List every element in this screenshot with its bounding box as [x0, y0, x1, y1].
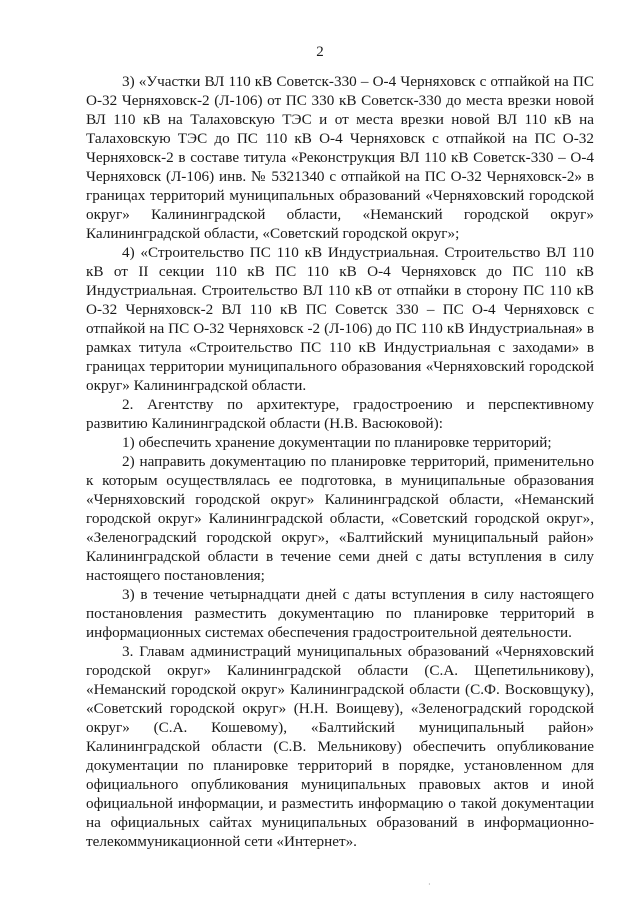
scan-dot: · [428, 880, 431, 889]
document-body [86, 72, 594, 851]
paragraph-item-3-route: 3) «Участки ВЛ 110 кВ Советск-330 – О-4 Черняховск с отпайкой на ПС О-32 Черняховск-2 (Л-106) от ПС 330 кВ Советск-330 до места врезки новой ВЛ 110 кВ на Талаховскую ТЭС и от места врезки новой ВЛ 110 кВ на Талаховскую ТЭС до ПС 110 кВ О-4 Черняховск с отпайкой на ПС О-32 Черняховск-2 в составе титула «Реконструкция ВЛ 110 кВ Советск-330 – О-4 Черняховск (Л-106) инв. № 5321340 с отпайкой на ПС О-32 Черняховск-2» в границах территорий муниципальных образований «Черняховский городской округ» Калининградской области, «Неманский городской округ» Калининградской области, «Советский городской округ»; [86, 73, 594, 242]
paragraph-2-2-send: 2) направить документацию по планировке территорий, применительно к которым осуществлялась ее подготовка, в муниципальные образования «Черняховский городской округ» Калининградской области, «Неманский городской округ» Калининградской области, «Советский городской округ», «Зеленоградский городской округ», «Балтийский муниципальный район» Калининградской области в течение семи дней с даты вступления в силу настоящего постановления; [86, 453, 594, 584]
paragraph-section-3-heads: 3. Главам администраций муниципальных образований «Черняховский городской округ» Калининградской области (С.А. Щепетильникову), «Неманский городской округ» Калининградской области (С.Ф. Восковщуку), «Советский городской округ» (Н.Н. Воищеву), «Зеленоградский городской округ» (С.А. Кошевому), «Балтийский муниципальный район» Калининградской области (С.В. Мельникову) обеспечить опубликование документации по планировке территорий в порядке, установленном для официального опубликования муниципальных правовых актов и иной официальной информации, и разместить информацию о такой документации на официальных сайтах муниципальных образований в информационно-телекоммуникационной сети «Интернет». [86, 643, 594, 850]
paragraph-item-4-substation: 4) «Строительство ПС 110 кВ Индустриальная. Строительство ВЛ 110 кВ от II секции 110 кВ ПС 110 кВ О-4 Черняховск до ПС 110 кВ Индустриальная. Строительство ВЛ 110 кВ от отпайки в сторону ПС 110 кВ О-32 Черняховск-2 ВЛ 110 кВ ПС Советск 330 – ПС О-4 Черняховск с отпайкой на ПС О-32 Черняховск -2 (Л-106) до ПС 110 кВ Индустриальная» в рамках титула «Строительство ПС 110 кВ Индустриальная с заходами» в границах территории муниципального образования «Черняховский городской округ» Калининградской области. [86, 244, 594, 394]
paragraph-2-3-publish-systems: 3) в течение четырнадцати дней с даты вступления в силу настоящего постановления разместить документацию по планировке территорий в информационных системах обеспечения градостроительной деятельности. [86, 586, 594, 641]
paragraph-2-1-storage: 1) обеспечить хранение документации по планировке территорий; [122, 434, 552, 451]
paragraph-section-2-agency: 2. Агентству по архитектуре, градостроению и перспективному развитию Калининградской области (Н.В. Васюковой): [86, 396, 594, 432]
page-number: 2 [316, 44, 324, 60]
